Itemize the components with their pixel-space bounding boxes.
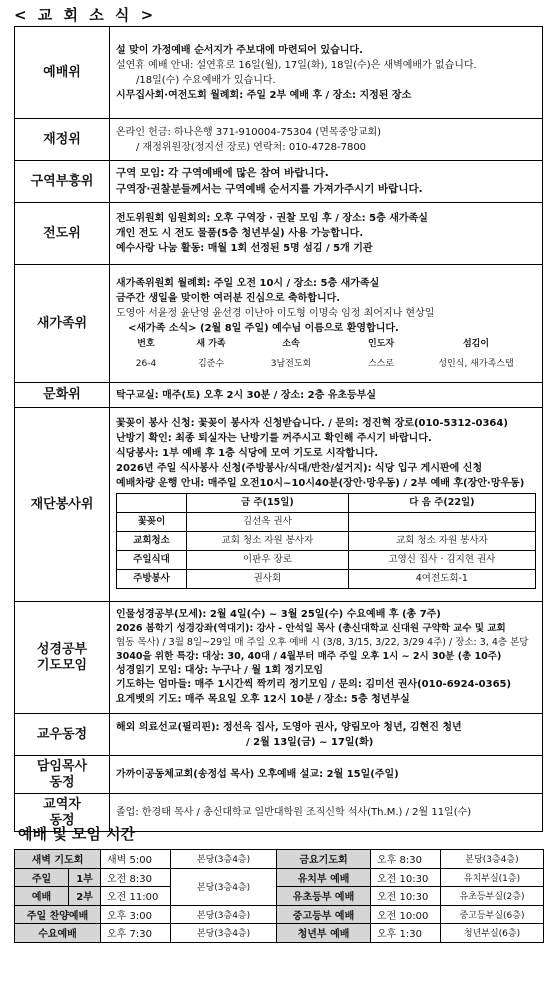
line: 가까이공동체교회(송정섭 목사) 오후예배 설교: 2월 15일(주일): [116, 769, 399, 780]
line: / 재정위원장(정지선 장로) 연락처: 010-4728-7800: [136, 141, 367, 153]
service-time: 오후 8:30: [371, 850, 441, 869]
line: /18일(수) 수요예배가 있습니다.: [136, 74, 276, 86]
schedule-row: [15, 924, 544, 943]
service-name: 수요예배: [15, 924, 101, 943]
line: 탁구교실: 매주(토) 오후 2시 30분 / 장소: 2층 유초등부실: [116, 389, 377, 401]
table-row: [117, 513, 536, 532]
category-worship: 예배위: [15, 27, 110, 119]
table-header-row: [117, 494, 536, 513]
header-cell: [117, 494, 187, 513]
service-place: 본당(3층4층): [441, 850, 544, 869]
content-evangelism: [110, 203, 543, 265]
service-name: 유초등부 예배: [277, 887, 371, 906]
service-time: 오후 3:00: [101, 905, 171, 924]
line: 구역장·권찰분들께서는 구역예배 순서지를 가져가주시기 바랍니다.: [116, 182, 423, 195]
cell: [348, 513, 535, 532]
cell: 스스로: [367, 358, 395, 369]
service-time: 오후 1:30: [371, 924, 441, 943]
category-fellowship: 교우동정: [15, 714, 110, 756]
line: 온라인 헌금: 하나은행 371-910004-75304 (면목중앙교회): [116, 126, 382, 138]
service-place: 청년부실(6층): [441, 924, 544, 943]
category-evangelism: 전도위: [15, 203, 110, 265]
line: 설 맞이 가정예배 순서지가 주보대에 마련되어 있습니다.: [116, 44, 363, 56]
line: 예배차량 운행 안내: 매주일 오전10시~10시40분(장안·망우동) / 2부 예배 후(장안·망우동): [116, 478, 525, 489]
cell: 교회 청소 자원 봉사자: [187, 532, 349, 551]
row-district: [15, 161, 543, 203]
service-time: 새벽 5:00: [101, 850, 171, 869]
content-culture: [110, 383, 543, 408]
service-name: 주일: [15, 868, 69, 887]
cell: 김선옥 권사: [187, 513, 349, 532]
church-news-table: [14, 26, 543, 832]
content-worship: [110, 27, 543, 119]
service-place: 유초등부실(2층): [441, 887, 544, 906]
line: 예수사랑 나눔 활동: 매월 1회 선정된 5명 섬김 / 5개 기관: [116, 243, 373, 254]
service-time: 오전 11:00: [101, 887, 171, 906]
cell: 26-4: [135, 358, 157, 369]
line: 금주간 생일을 맞이한 여러분 진심으로 축하합니다.: [116, 293, 341, 304]
news-section-title: < 교 회 소 식 >: [14, 6, 157, 24]
line: 식당봉사: 1부 예배 후 1층 식당에 모여 기도로 시작합니다.: [116, 448, 379, 459]
service-place: 유치부실(1층): [441, 868, 544, 887]
worship-schedule-table: [14, 849, 544, 943]
row-fellowship: [15, 714, 543, 756]
service-place: 본당(3층4층): [171, 905, 277, 924]
schedule-title: 예배 및 모임 시간: [18, 825, 136, 843]
line: 졸업: 한경태 목사 / 총신대학교 일반대학원 조직신학 석사(Th.M.) / 2월 11일(수): [116, 807, 472, 818]
content-fellowship: [110, 714, 543, 756]
schedule-row: [15, 887, 544, 906]
schedule-row: [15, 905, 544, 924]
content-district: [110, 161, 543, 203]
table-row: [117, 570, 536, 589]
header-cell: 인도자: [367, 339, 395, 349]
service-sub: 1부: [69, 868, 101, 887]
service-time: 오후 7:30: [101, 924, 171, 943]
line: 꽃꽂이 봉사 신청: 꽃꽂이 봉사자 신청받습니다. / 문의: 정진혁 장로(010-5312-0364): [116, 418, 508, 429]
row-pastor: [15, 756, 543, 794]
table-row: [117, 551, 536, 570]
category-bible: 성경공부 기도모임: [15, 602, 110, 714]
cell: 이판우 장로: [187, 551, 349, 570]
line: 요게벳의 기도: 매주 목요일 오후 12시 10분 / 장소: 5층 청년부실: [116, 693, 410, 705]
row-label: 교회청소: [117, 532, 187, 551]
line: 해외 의료선교(필리핀): 정선옥 집사, 도영아 권사, 양림모아 청년, 김현진 청년: [116, 721, 462, 733]
service-name: 중고등부 예배: [277, 905, 371, 924]
content-newfamily: [110, 265, 543, 383]
line: 2026년 주일 식사봉사 신청(주방봉사/식대/반찬/설거지): 식당 입구 게시판에 신청: [116, 463, 483, 474]
content-foundation: [110, 408, 543, 602]
row-newfamily: [15, 265, 543, 383]
service-sub: 2부: [69, 887, 101, 906]
row-label: 주방봉사: [117, 570, 187, 589]
cell: 성인식, 새가족스탭: [438, 358, 514, 369]
cell: 고영신 집사 · 김지현 권사: [348, 551, 535, 570]
header-cell: 다 음 주(22일): [348, 494, 535, 513]
row-foundation: [15, 408, 543, 602]
content-pastor: [110, 756, 543, 794]
row-label: 주일식대: [117, 551, 187, 570]
line: 3040을 위한 특강: 대상: 30, 40대 / 4월부터 매주 주일 오후 1시 ~ 2시 30분 (총 10주): [116, 650, 502, 662]
service-name: 유치부 예배: [277, 868, 371, 887]
line: 새가족위원회 월례회: 주일 오전 10시 / 장소: 5층 새가족실: [116, 278, 380, 289]
category-pastor: 담임목사 동정: [15, 756, 110, 794]
schedule-row: [15, 868, 544, 887]
line: 2026 봄학기 성경강좌(역대기): 강사 - 안석일 목사 (총신대학교 신대원 구약학 교수 및 교회: [116, 623, 506, 635]
cell: 4여전도회-1: [348, 570, 535, 589]
category-newfamily: 새가족위: [15, 265, 110, 383]
category-foundation: 재단봉사위: [15, 408, 110, 602]
category-district: 구역부흥위: [15, 161, 110, 203]
line: 도영아 서윤정 윤난영 윤선경 이난아 이도형 이명숙 임정 최어지나 현상일: [116, 308, 435, 319]
service-time: 오전 8:30: [101, 868, 171, 887]
newfamily-table-header: [116, 338, 536, 352]
cell: 김준수: [197, 358, 225, 369]
header-cell: 새 가족: [196, 339, 226, 349]
service-name: 금요기도회: [277, 850, 371, 869]
content-minister: [110, 794, 543, 832]
category-minister: 교역자 동정: [15, 794, 110, 832]
table-row: [117, 532, 536, 551]
line: 난방기 확인: 최종 퇴실자는 난방기를 꺼주시고 확인해 주시기 바랍니다.: [116, 433, 432, 444]
header-cell: 섬김이: [462, 339, 490, 349]
category-culture: 문화위: [15, 383, 110, 408]
line: 구역 모임: 각 구역예배에 많은 참여 바랍니다.: [116, 166, 329, 179]
content-bible: [110, 602, 543, 714]
cell: 권사회: [187, 570, 349, 589]
line: 설연휴 예배 안내: 설연휴로 16일(월), 17일(화), 18일(수)은 새벽예배가 없습니다.: [116, 59, 477, 71]
row-label: 꽃꽂이: [117, 513, 187, 532]
service-time: 오전 10:00: [371, 905, 441, 924]
line: 협동 목사) / 3월 8일~29일 매 주일 오후 예배 시 (3/8, 3/15, 3/22, 3/29 4주) / 장소: 3, 4층 본당: [116, 637, 529, 649]
row-finance: [15, 119, 543, 161]
service-place: 중고등부실(6층): [441, 905, 544, 924]
line: 시무집사회·여전도회 월례회: 주일 2부 예배 후 / 장소: 지정된 장소: [116, 89, 412, 101]
category-finance: 재정위: [15, 119, 110, 161]
service-time: 오전 10:30: [371, 887, 441, 906]
line: 기도하는 엄마들: 매주 1시간씩 짝끼리 정기모임 / 문의: 김미선 권사(010-6924-0365): [116, 679, 512, 691]
service-place: 본당(3층4층): [171, 850, 277, 869]
service-name: 예배: [15, 887, 69, 906]
newfamily-table-row: [116, 358, 536, 372]
content-finance: [110, 119, 543, 161]
newfamily-news-heading: <새가족 소식> (2월 8일 주일) 예수님 이름으로 환영합니다.: [128, 323, 399, 334]
line: 개인 전도 시 전도 물품(5층 청년부실) 사용 가능합니다.: [116, 228, 364, 239]
service-duty-table: [116, 493, 536, 589]
header-cell: 소속: [282, 339, 300, 349]
service-name: 주일 찬양예배: [15, 905, 101, 924]
service-name: 청년부 예배: [277, 924, 371, 943]
line: 성경읽기 모임: 대상: 누구나 / 월 1회 정기모임: [116, 664, 324, 676]
header-cell: 금 주(15일): [187, 494, 349, 513]
row-worship: [15, 27, 543, 119]
service-name: 새벽 기도회: [15, 850, 101, 869]
row-evangelism: [15, 203, 543, 265]
schedule-row: [15, 850, 544, 869]
row-bible: [15, 602, 543, 714]
service-time: 오전 10:30: [371, 868, 441, 887]
line: 인물성경공부(모세): 2월 4일(수) ~ 3월 25일(수) 수요예배 후 (총 7주): [116, 608, 441, 620]
line: 전도위원회 임원회의: 오후 구역장 · 권찰 모임 후 / 장소: 5층 새가족실: [116, 213, 428, 224]
header-cell: 번호: [137, 339, 155, 349]
line: / 2월 13일(금) ~ 17일(화): [246, 736, 374, 748]
service-place: 본당(3층4층): [171, 868, 277, 905]
row-culture: [15, 383, 543, 408]
cell: 3남전도회: [270, 358, 312, 369]
cell: 교회 청소 자원 봉사자: [348, 532, 535, 551]
service-place: 본당(3층4층): [171, 924, 277, 943]
